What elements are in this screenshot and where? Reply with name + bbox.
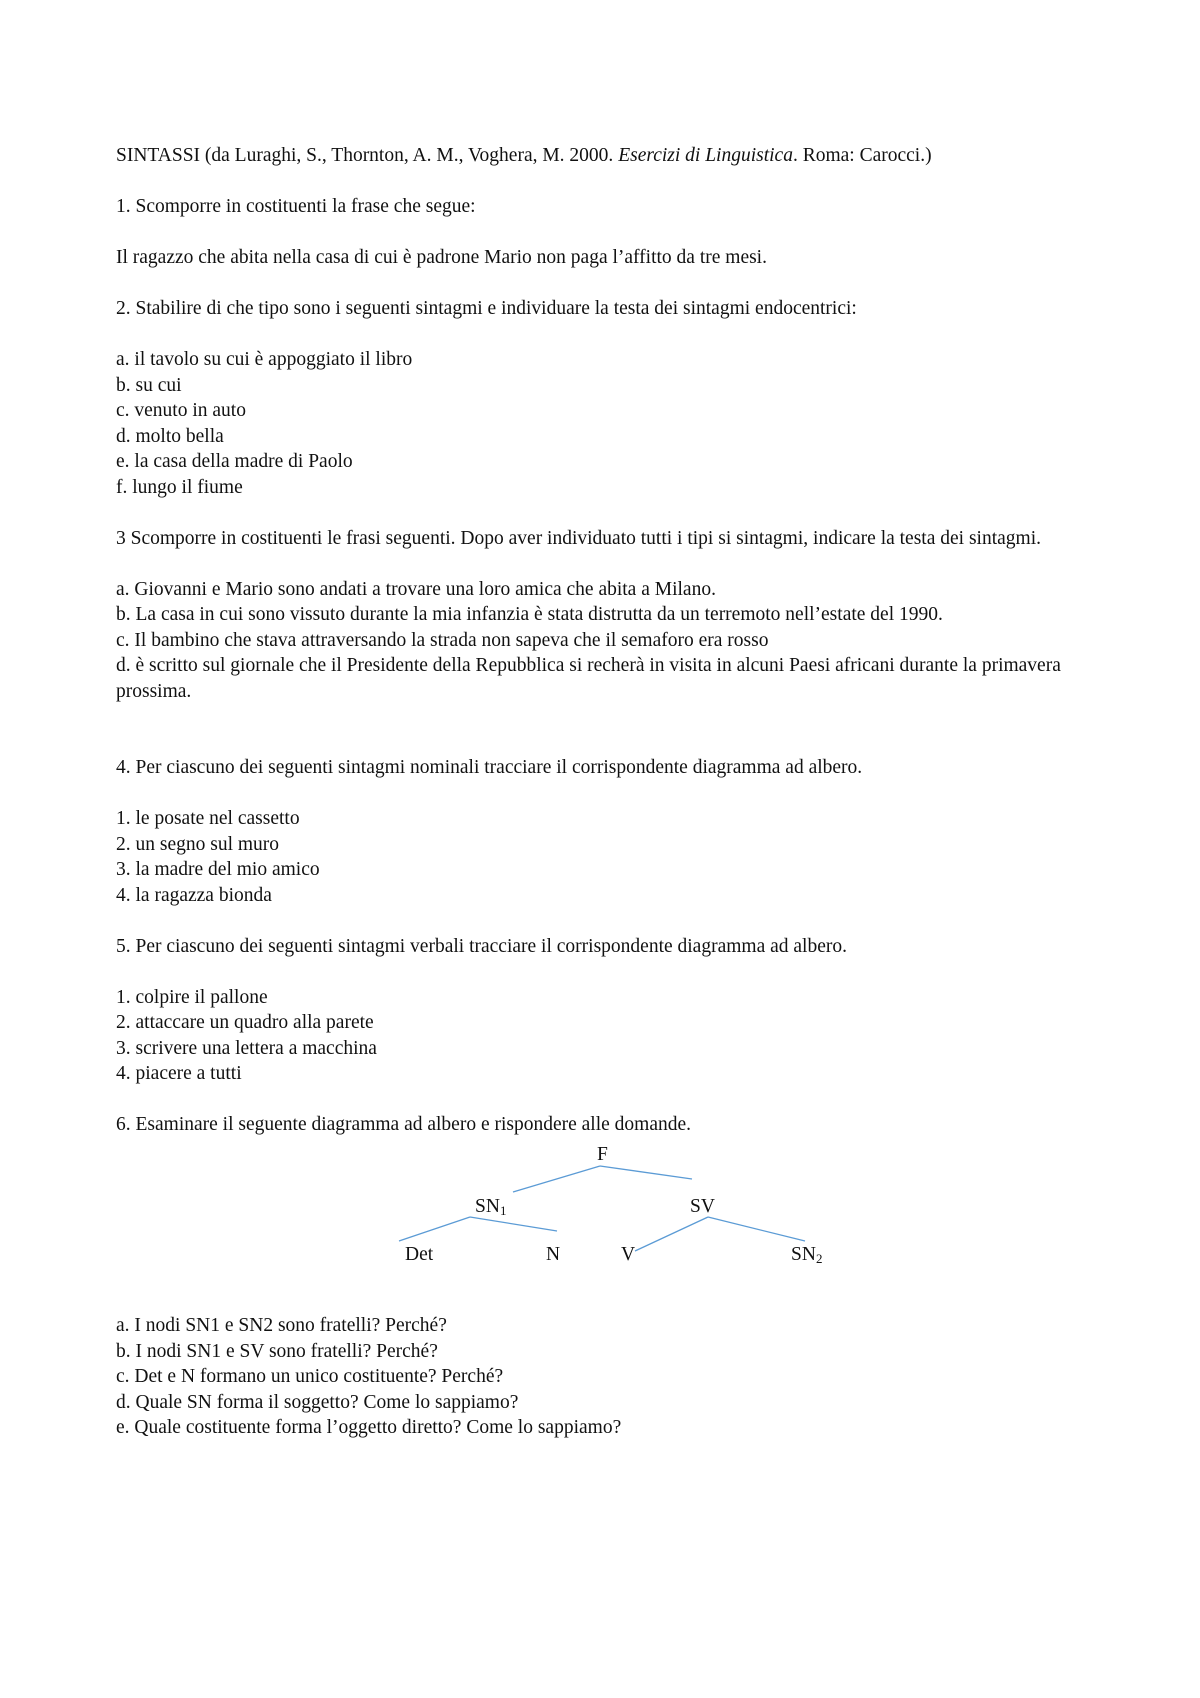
list-item: f. lungo il fiume	[116, 476, 243, 498]
list-item: 3. la madre del mio amico	[116, 859, 320, 880]
document-page	[116, 143, 1096, 1441]
tree-node-sn2-subscript: 2	[815, 1250, 823, 1266]
tree-node-f: F	[597, 1143, 608, 1165]
exercise-4-heading: 4. Per ciascuno dei seguenti sintagmi nominali tracciare il corrispondente diagramma ad albero.	[116, 757, 863, 778]
list-item: 1. colpire il pallone	[116, 986, 268, 1008]
tree-edge-f-sn1	[513, 1166, 600, 1192]
list-item: c. Il bambino che stava attraversando la strada non sapeva che il semaforo era rosso	[116, 629, 769, 651]
title-citation-suffix: . Roma: Carocci.)	[792, 145, 932, 166]
exercise-6-heading: 6. Esaminare il seguente diagramma ad albero e rispondere alle domande.	[116, 1114, 692, 1135]
tree-node-sn1	[475, 1196, 506, 1222]
list-item: a. il tavolo su cui è appoggiato il libro	[116, 349, 413, 370]
exercise-3-heading: 3 Scomporre in costituenti le frasi seguenti. Dopo aver individuato tutti i tipi si sintagmi, indicare la testa dei sintagmi.	[116, 527, 1041, 549]
document-title	[116, 143, 1096, 169]
list-item: d. è scritto sul giornale che il Presidente della Repubblica si recherà in visita in alcuni Paesi africani durante la primavera prossima.	[116, 655, 1061, 702]
book-title: Esercizi di Linguistica	[618, 145, 793, 166]
list-item: e. Quale costituente forma l’oggetto diretto? Come lo sappiamo?	[116, 1417, 622, 1438]
list-item: 4. la ragazza bionda	[116, 884, 272, 906]
tree-node-sv: SV	[690, 1195, 715, 1217]
list-item: a. I nodi SN1 e SN2 sono fratelli? Perché?	[116, 1315, 447, 1336]
list-item: b. La casa in cui sono vissuto durante la mia infanzia è stata distrutta da un terremoto nell’estate del 1990.	[116, 604, 943, 625]
syntax-tree-diagram	[116, 1138, 1096, 1288]
tree-node-sn1-subscript: 1	[499, 1202, 507, 1218]
list-item: d. Quale SN forma il soggetto? Come lo sappiamo?	[116, 1391, 519, 1413]
list-item: b. I nodi SN1 e SV sono fratelli? Perché?	[116, 1340, 438, 1362]
tree-node-sn2-base: SN	[791, 1243, 816, 1265]
tree-node-sn1-base: SN	[475, 1195, 500, 1217]
tree-edge-sn1-det	[399, 1217, 470, 1241]
tree-edge-sv-sn2	[708, 1217, 805, 1241]
tree-node-v: V	[621, 1243, 636, 1265]
list-item: 2. attaccare un quadro alla parete	[116, 1012, 374, 1033]
tree-edge-sv-v	[635, 1217, 708, 1251]
list-item: 4. piacere a tutti	[116, 1063, 242, 1084]
list-item: b. su cui	[116, 374, 182, 396]
tree-edge-f-sv	[600, 1166, 692, 1179]
exercise-5-heading: 5. Per ciascuno dei seguenti sintagmi verbali tracciare il corrispondente diagramma ad albero.	[116, 935, 847, 957]
exercise-2-heading: 2. Stabilire di che tipo sono i seguenti sintagmi e individuare la testa dei sintagmi endocentrici:	[116, 298, 857, 319]
list-item: c. Det e N formano un unico costituente? Perché?	[116, 1366, 504, 1387]
title-citation-prefix: SINTASSI (da Luraghi, S., Thornton, A. M., Voghera, M. 2000.	[116, 145, 619, 166]
list-item: d. molto bella	[116, 425, 224, 447]
list-item: 2. un segno sul muro	[116, 833, 280, 855]
exercise-1-sentence: Il ragazzo che abita nella casa di cui è padrone Mario non paga l’affitto da tre mesi.	[116, 247, 767, 268]
list-item: 1. le posate nel cassetto	[116, 808, 300, 829]
list-item: c. venuto in auto	[116, 400, 246, 421]
tree-node-det: Det	[405, 1243, 434, 1265]
tree-node-n: N	[546, 1243, 561, 1265]
exercise-1-heading: 1. Scomporre in costituenti la frase che segue:	[116, 196, 476, 217]
list-item: 3. scrivere una lettera a macchina	[116, 1037, 377, 1059]
list-item: e. la casa della madre di Paolo	[116, 451, 353, 472]
list-item: a. Giovanni e Mario sono andati a trovare una loro amica che abita a Milano.	[116, 578, 716, 600]
tree-node-sn2	[791, 1244, 822, 1270]
